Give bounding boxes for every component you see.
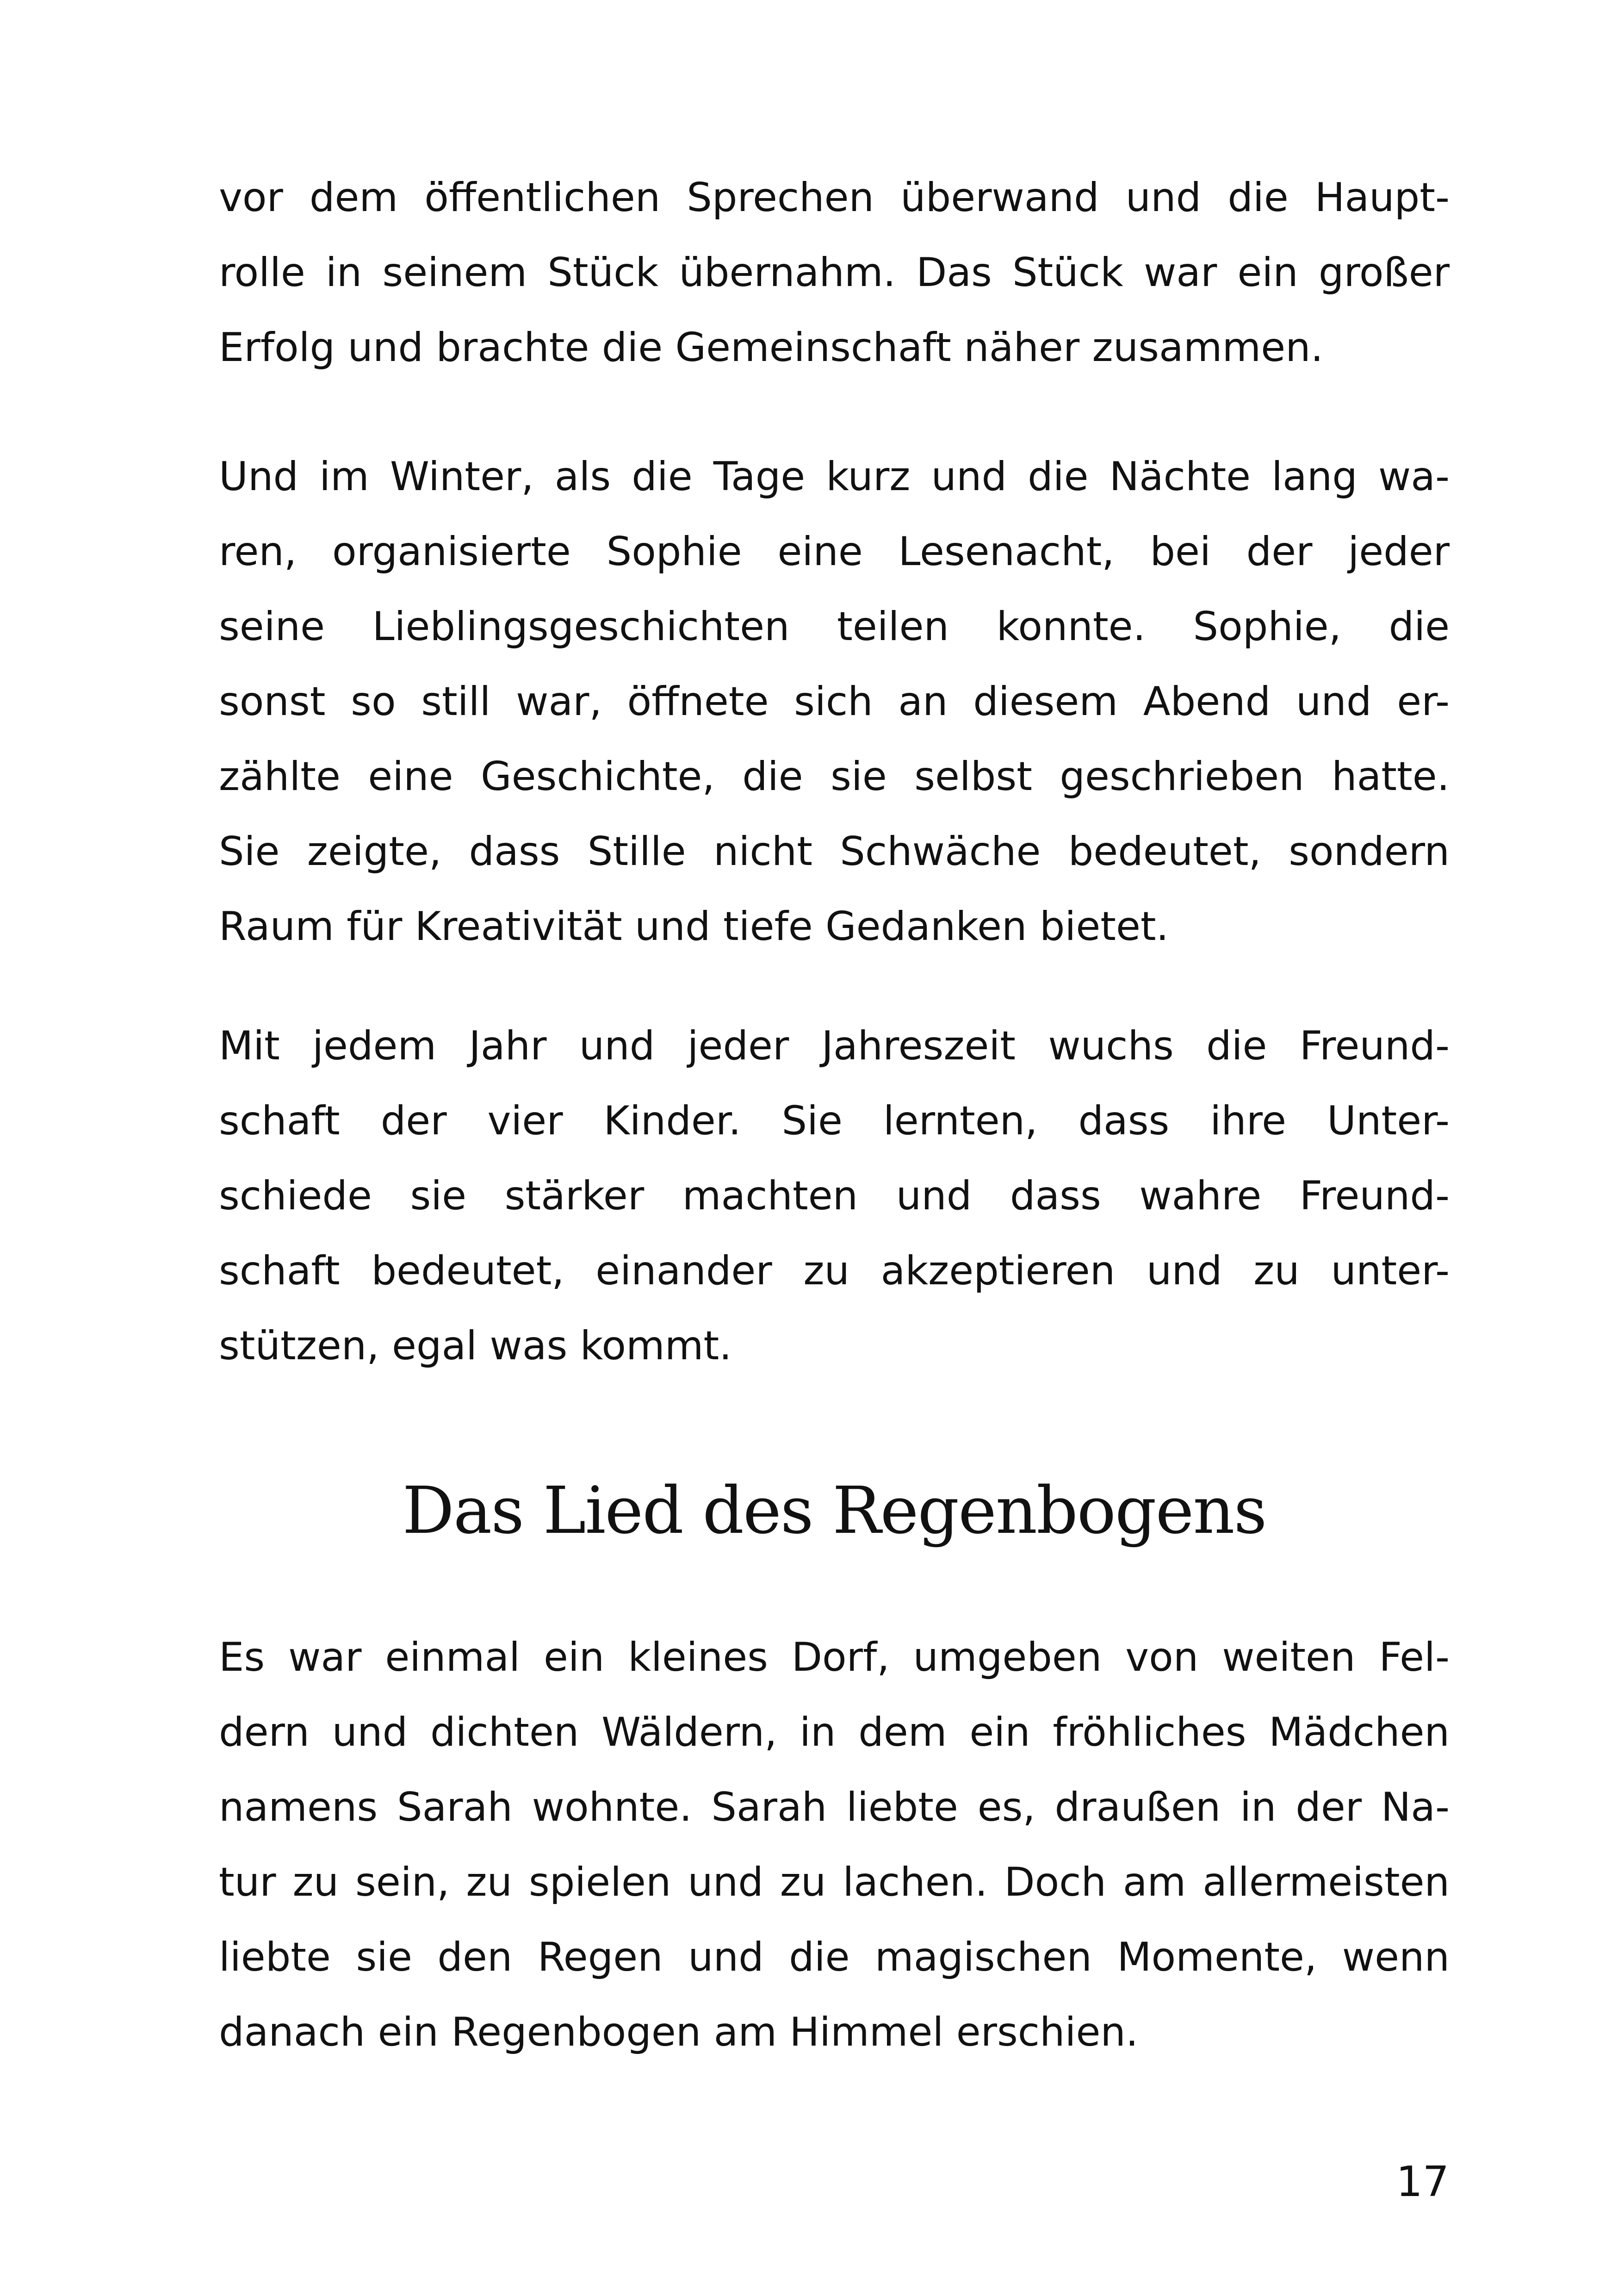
text-line: stützen, egal was kommt. xyxy=(219,1323,732,1369)
text-line: seine Lieblingsgeschichten teilen konnte. Sophie, die xyxy=(219,604,1450,650)
text-line: sonst so still war, öffnete sich an diesem Abend und er- xyxy=(219,678,1450,725)
chapter-heading: Das Lied des Regenbogens xyxy=(402,1473,1266,1549)
paragraph-2 xyxy=(219,439,1450,964)
text-line: Erfolg und brachte die Gemeinschaft näher zusammen. xyxy=(219,324,1324,371)
text-line: danach ein Regenbogen am Himmel erschien. xyxy=(219,2009,1139,2055)
text-line: zählte eine Geschichte, die sie selbst geschrieben hatte. xyxy=(219,753,1450,800)
text-line: Und im Winter, als die Tage kurz und die Nächte lang wa- xyxy=(219,454,1450,500)
paragraph-1 xyxy=(219,160,1450,385)
text-line: namens Sarah wohnte. Sarah liebte es, draußen in der Na- xyxy=(219,1784,1450,1830)
paragraph-3 xyxy=(219,1008,1450,1383)
paragraph-4 xyxy=(219,1620,1450,2070)
text-line: dern und dichten Wäldern, in dem ein fröhliches Mädchen xyxy=(219,1709,1450,1755)
text-line: Raum für Kreativität und tiefe Gedanken bietet. xyxy=(219,903,1169,950)
page-number: 17 xyxy=(1396,2158,1449,2206)
text-line: vor dem öffentlichen Sprechen überwand und die Haupt- xyxy=(219,174,1450,221)
text-line: liebte sie den Regen und die magischen Momente, wenn xyxy=(219,1934,1450,1980)
text-line: schaft bedeutet, einander zu akzeptieren und zu unter- xyxy=(219,1248,1450,1294)
text-line: tur zu sein, zu spielen und zu lachen. Doch am allermeisten xyxy=(219,1859,1450,1905)
text-line: Sie zeigte, dass Stille nicht Schwäche bedeutet, sondern xyxy=(219,828,1450,875)
text-line: Es war einmal ein kleines Dorf, umgeben von weiten Fel- xyxy=(219,1634,1450,1680)
text-line: schiede sie stärker machten und dass wahre Freund- xyxy=(219,1173,1450,1219)
text-line: ren, organisierte Sophie eine Lesenacht, bei der jeder xyxy=(219,529,1450,575)
text-line: Mit jedem Jahr und jeder Jahreszeit wuchs die Freund- xyxy=(219,1023,1450,1069)
text-line: schaft der vier Kinder. Sie lernten, dass ihre Unter- xyxy=(219,1098,1450,1144)
text-line: rolle in seinem Stück übernahm. Das Stück war ein großer xyxy=(219,249,1450,296)
